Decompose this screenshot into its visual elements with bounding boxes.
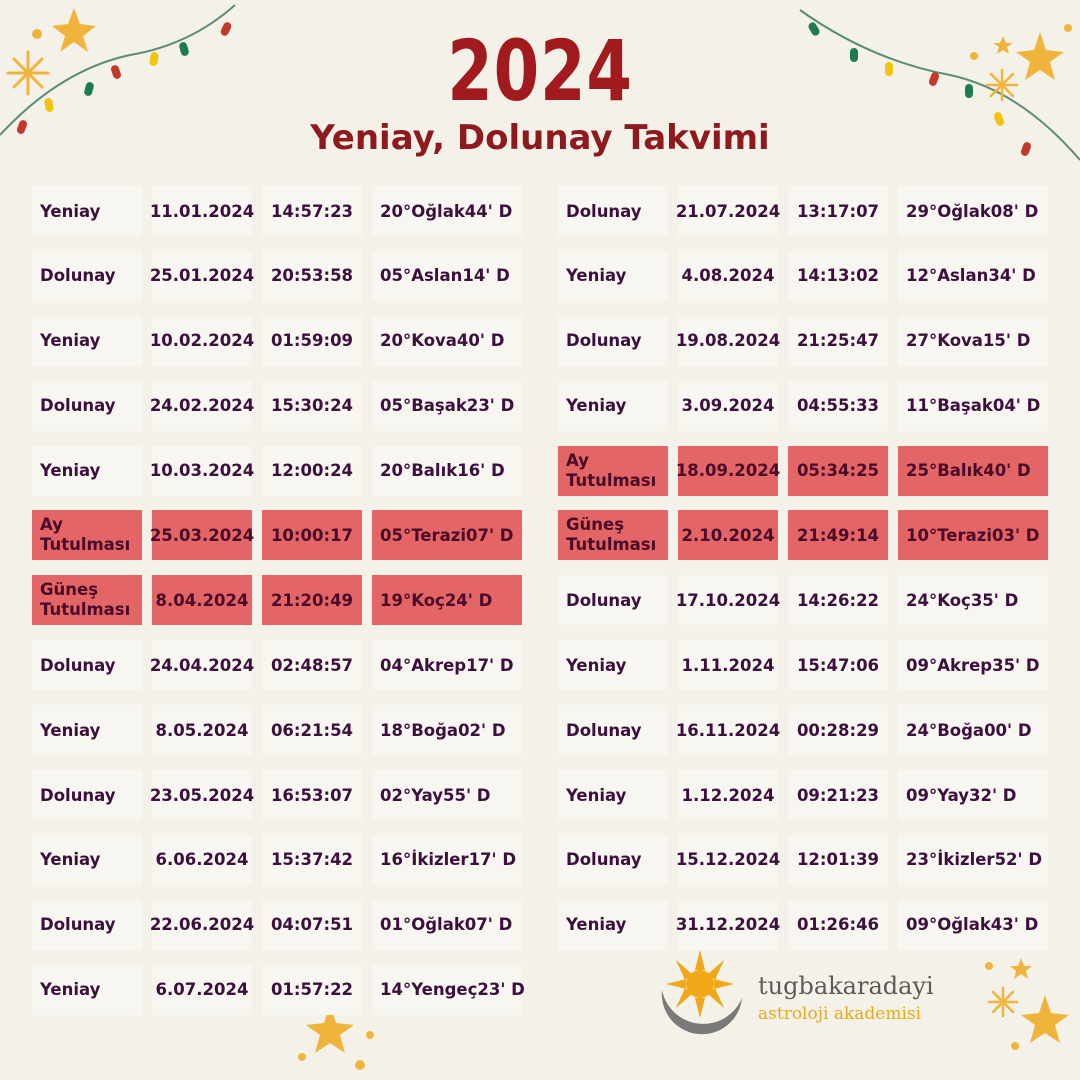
- event-date: 1.11.2024: [678, 640, 778, 690]
- event-date: 21.07.2024: [678, 186, 778, 236]
- event-date: 17.10.2024: [678, 575, 778, 625]
- event-position: 09°Oğlak43' D: [898, 900, 1048, 950]
- event-position: 10°Terazi03' D: [898, 510, 1048, 560]
- right-calendar-table: [558, 186, 1048, 965]
- table-row: [32, 835, 522, 885]
- table-row-eclipse: [558, 510, 1048, 560]
- event-type: Yeniay: [558, 640, 668, 690]
- event-date: 24.04.2024: [152, 640, 252, 690]
- table-row: [558, 900, 1048, 950]
- event-date: 25.01.2024: [152, 251, 252, 301]
- page-title: 2024: [447, 22, 633, 120]
- event-time: 04:55:33: [788, 381, 888, 431]
- event-time: 20:53:58: [262, 251, 362, 301]
- event-position: 24°Boğa00' D: [898, 705, 1048, 755]
- event-position: 09°Akrep35' D: [898, 640, 1048, 690]
- event-date: 23.05.2024: [152, 770, 252, 820]
- event-time: 15:30:24: [262, 381, 362, 431]
- event-time: 16:53:07: [262, 770, 362, 820]
- event-time: 01:59:09: [262, 316, 362, 366]
- event-type: Dolunay: [32, 251, 142, 301]
- event-position: 05°Başak23' D: [372, 381, 522, 431]
- event-time: 15:37:42: [262, 835, 362, 885]
- event-type: Dolunay: [32, 770, 142, 820]
- event-time: 01:26:46: [788, 900, 888, 950]
- table-row: [558, 251, 1048, 301]
- event-time: 00:28:29: [788, 705, 888, 755]
- brand-name: tugbakaradayi: [758, 972, 934, 1000]
- event-time: 10:00:17: [262, 510, 362, 560]
- table-row: [32, 446, 522, 496]
- event-type: Güneş Tutulması: [32, 575, 142, 625]
- table-row: [32, 900, 522, 950]
- event-position: 29°Oğlak08' D: [898, 186, 1048, 236]
- event-type: Güneş Tutulması: [558, 510, 668, 560]
- event-time: 21:20:49: [262, 575, 362, 625]
- event-date: 15.12.2024: [678, 835, 778, 885]
- event-date: 6.06.2024: [152, 835, 252, 885]
- event-time: 12:00:24: [262, 446, 362, 496]
- event-position: 05°Aslan14' D: [372, 251, 522, 301]
- event-type: Dolunay: [32, 640, 142, 690]
- event-position: 09°Yay32' D: [898, 770, 1048, 820]
- star-icon: [975, 950, 1080, 1060]
- table-row: [558, 705, 1048, 755]
- event-date: 8.04.2024: [152, 575, 252, 625]
- table-row: [32, 381, 522, 431]
- event-time: 06:21:54: [262, 705, 362, 755]
- table-row-eclipse: [558, 446, 1048, 496]
- event-type: Yeniay: [32, 705, 142, 755]
- event-type: Dolunay: [32, 900, 142, 950]
- event-date: 2.10.2024: [678, 510, 778, 560]
- brand-subtitle: astroloji akademisi: [758, 1004, 922, 1024]
- event-date: 3.09.2024: [678, 381, 778, 431]
- event-date: 6.07.2024: [152, 965, 252, 1015]
- event-position: 18°Boğa02' D: [372, 705, 522, 755]
- event-type: Dolunay: [558, 705, 668, 755]
- event-type: Yeniay: [32, 446, 142, 496]
- event-time: 09:21:23: [788, 770, 888, 820]
- table-row-eclipse: [32, 575, 522, 625]
- table-row: [32, 770, 522, 820]
- event-position: 01°Oğlak07' D: [372, 900, 522, 950]
- event-type: Dolunay: [558, 575, 668, 625]
- event-date: 8.05.2024: [152, 705, 252, 755]
- event-time: 01:57:22: [262, 965, 362, 1015]
- table-row-eclipse: [32, 510, 522, 560]
- event-time: 14:57:23: [262, 186, 362, 236]
- event-type: Yeniay: [32, 186, 142, 236]
- event-date: 11.01.2024: [152, 186, 252, 236]
- table-row: [558, 770, 1048, 820]
- table-row: [558, 381, 1048, 431]
- event-time: 04:07:51: [262, 900, 362, 950]
- event-position: 11°Başak04' D: [898, 381, 1048, 431]
- event-position: 19°Koç24' D: [372, 575, 522, 625]
- event-position: 05°Terazi07' D: [372, 510, 522, 560]
- event-date: 18.09.2024: [678, 446, 778, 496]
- event-date: 25.03.2024: [152, 510, 252, 560]
- event-time: 15:47:06: [788, 640, 888, 690]
- event-position: 20°Balık16' D: [372, 446, 522, 496]
- brand-logo: [650, 950, 950, 1050]
- event-position: 23°İkizler52' D: [898, 835, 1048, 885]
- table-row: [32, 640, 522, 690]
- event-position: 14°Yengeç23' D: [372, 965, 522, 1015]
- event-type: Dolunay: [32, 381, 142, 431]
- event-type: Dolunay: [558, 186, 668, 236]
- event-type: Dolunay: [558, 316, 668, 366]
- event-date: 22.06.2024: [152, 900, 252, 950]
- left-calendar-table: [32, 186, 525, 1030]
- event-date: 19.08.2024: [678, 316, 778, 366]
- event-date: 1.12.2024: [678, 770, 778, 820]
- event-type: Dolunay: [558, 835, 668, 885]
- event-type: Yeniay: [558, 251, 668, 301]
- event-date: 4.08.2024: [678, 251, 778, 301]
- table-row: [32, 965, 525, 1015]
- event-position: 24°Koç35' D: [898, 575, 1048, 625]
- event-time: 05:34:25: [788, 446, 888, 496]
- table-row: [32, 186, 522, 236]
- event-time: 12:01:39: [788, 835, 888, 885]
- event-position: 20°Oğlak44' D: [372, 186, 522, 236]
- event-position: 12°Aslan34' D: [898, 251, 1048, 301]
- event-time: 02:48:57: [262, 640, 362, 690]
- event-position: 04°Akrep17' D: [372, 640, 522, 690]
- event-date: 24.02.2024: [152, 381, 252, 431]
- table-row: [558, 575, 1048, 625]
- event-date: 10.02.2024: [152, 316, 252, 366]
- event-time: 21:25:47: [788, 316, 888, 366]
- page-subtitle: Yeniay, Dolunay Takvimi: [310, 118, 770, 158]
- event-position: 02°Yay55' D: [372, 770, 522, 820]
- event-position: 16°İkizler17' D: [372, 835, 522, 885]
- event-type: Yeniay: [558, 770, 668, 820]
- sun-moon-logo-icon: [650, 950, 750, 1050]
- event-date: 10.03.2024: [152, 446, 252, 496]
- event-type: Ay Tutulması: [558, 446, 668, 496]
- event-date: 31.12.2024: [678, 900, 778, 950]
- event-time: 14:13:02: [788, 251, 888, 301]
- table-row: [558, 316, 1048, 366]
- event-type: Ay Tutulması: [32, 510, 142, 560]
- event-position: 25°Balık40' D: [898, 446, 1048, 496]
- event-position: 27°Kova15' D: [898, 316, 1048, 366]
- table-row: [32, 705, 522, 755]
- table-row: [32, 316, 522, 366]
- table-row: [558, 835, 1048, 885]
- table-row: [558, 186, 1048, 236]
- event-type: Yeniay: [558, 900, 668, 950]
- event-time: 14:26:22: [788, 575, 888, 625]
- event-position: 20°Kova40' D: [372, 316, 522, 366]
- table-row: [32, 251, 522, 301]
- event-time: 21:49:14: [788, 510, 888, 560]
- event-time: 13:17:07: [788, 186, 888, 236]
- table-row: [558, 640, 1048, 690]
- event-date: 16.11.2024: [678, 705, 778, 755]
- event-type: Yeniay: [558, 381, 668, 431]
- event-type: Yeniay: [32, 835, 142, 885]
- event-type: Yeniay: [32, 316, 142, 366]
- event-type: Yeniay: [32, 965, 142, 1015]
